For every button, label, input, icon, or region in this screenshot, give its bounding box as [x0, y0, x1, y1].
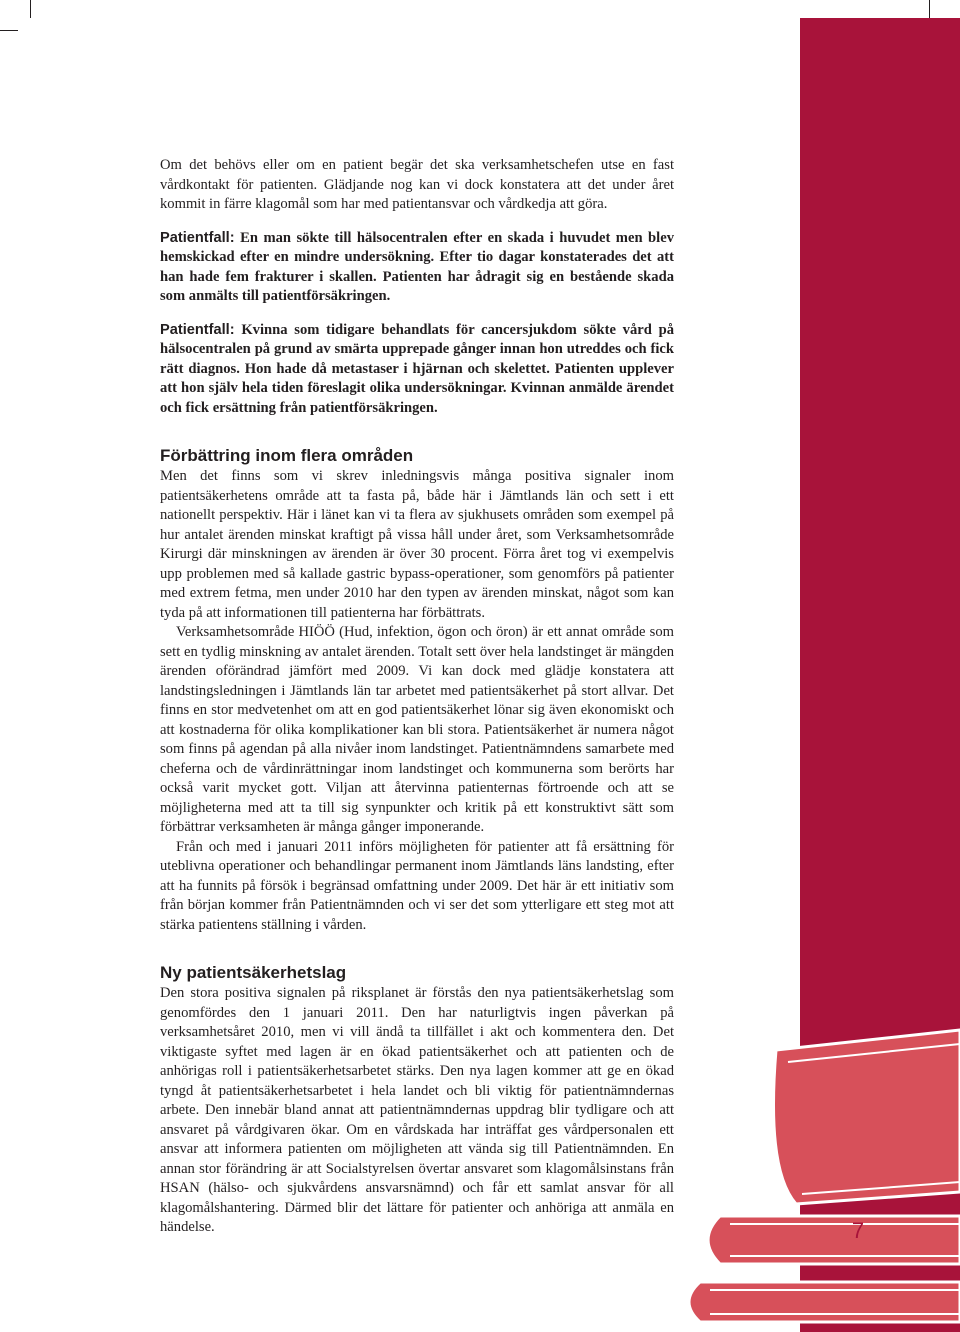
patient-case-text: En man sökte till hälsocentralen efter en skada i huvudet men blev hemskickad efter en mindre undersökning. Efter tio dagar konstaterades det att han hade fem frakturer i skallen. Patienten har ådragit sig en bestående skada som anmälts till patientförsäkringen. [160, 229, 674, 304]
patient-case-text: Kvinna som tidigare behandlats för cancersjukdom sökte vård på hälsocentralen på grund av smärta upprepade gånger innan hon utreddes och fick rätt diagnos. Hon hade då metastaser i hjärnan och skelettet. Patienten upplever att hon själv hela tiden föreslagit olika undersökningar. Kvinnan anmälde ärendet och fick ersättning från patientförsäkringen. [160, 321, 674, 416]
intro-paragraph: Om det behövs eller om en patient begär det ska verksamhetschefen utse en fast vårdkontakt för patienten. Glädjande nog kan vi dock konstatera att det under året kommit in färre klagomål som har med patientansvar och vårdkedja att göra. [160, 157, 674, 212]
crop-mark-top-left-h [0, 30, 18, 31]
patient-case-label: Patientfall: [160, 321, 235, 338]
book-stack-icon [680, 1020, 960, 1332]
section-heading-improvement: Förbättring inom flera områden [160, 446, 414, 465]
patient-case-label: Patientfall: [160, 229, 235, 246]
patient-case-2 [160, 321, 674, 419]
patient-case-1 [160, 229, 674, 307]
body-paragraph: Men det finns som vi skrev inledningsvis många positiva signaler inom patientsäkerhetens område att ta fasta på, både här i Jämtlands län och sett i ett nationellt perspektiv. Här i länet kan vi ta flera av sjukhusets områden som exempel på hur antalet ärenden minskat kraftigt på vissa håll under året, som Verksamhetsområde Kirurgi där minskningen av ärenden är över 30 procent. Förra året tog vi exempelvis upp problemen med så kallade gastric bypass-operationer, som genomförs på patienter med extrem fetma, men under 2010 har den typen av ärenden minskat, något som kan tyda på att informationen till patienterna har förbättrats. [160, 468, 674, 621]
body-paragraph: Verksamhetsområde HIÖÖ (Hud, infektion, ögon och öron) är ett annat område som sett en tydlig minskning av antalet ärenden. Totalt sett över hela landstinget är mängden ärenden oförändrad jämfört med 2009. Vi kan dock med glädje konstatera att landstingsledningen i Jämtlands län tar arbetet med patientsäkerhet på stort allvar. Det finns en stor medvetenhet om att en god patientsäkerhet lönar sig även ekonomiskt och att kostnaderna för olika komplikationer kan bli stora. Patientsäkerhet är numera något som finns på agendan på alla nivåer inom landstinget. Patientnämndens samarbete med cheferna och de vårdinrättningar inom landstinget och kommunerna som berörts har också varit mycket gott. Viljan att återvinna patienternas förtroende och att se möjligheterna med att ta till sig synpunkter och kritik på ett konstruktivt sätt som förbättrar verksamheten är många gånger imponerande. [160, 624, 674, 835]
crop-mark-top-right-v [929, 0, 930, 18]
page-number: 7 [851, 1218, 865, 1243]
main-content [160, 156, 674, 1238]
body-paragraph: Den stora positiva signalen på riksplanet är förstås den nya patientsäkerhetslag som genomfördes den 1 januari 2011. Den har naturligtvis ingen påverkan på verksamhetsåret 2010, men vi vill ändå ta tillfället i akt och kommentera den. Det viktigaste syftet med lagen är en ökad patientsäkerhet och att patienten och de anhörigas roll i patientsäkerhetsarbetet stärks. Den nya lagen kommer att ge en ökad tyngd åt patientsäkerhetsarbetet i hela landet och bli viktig för patientnämndernas arbete. Den innebär bland annat att patientnämndernas uppdrag blir tydligare och att ansvaret på vårdgivaren ökar. Om en vårdskada har inträffat ges vårdpersonalen ett ansvar att informera patienten om möjligheten att vända sig till Patientnämnden. En annan stor förändring är att Socialstyrelsen övertar ansvaret som klagomålsinstans från HSAN (hälso- och sjukvårdens ansvarsnämnd) och får ett samlat ansvar för all klagomålshantering. Därmed blir det lättare för patienter och anhöriga att anmäla en händelse. [160, 985, 674, 1235]
body-paragraph: Från och med i januari 2011 införs möjligheten för patienter att få ersättning för uteblivna operationer och behandlingar permanent inom Jämtlands läns landsting, efter att ha funnits på försök i begränsad omfattning under 2009. Det här är ett initiativ som från början kommer från Patientnämnden och vi ser det som ytterligare ett steg mot att stärka patientens ställning i vården. [160, 838, 674, 933]
crop-mark-top-left-v [30, 0, 31, 18]
section-heading-new-law: Ny patientsäkerhetslag [160, 963, 347, 982]
